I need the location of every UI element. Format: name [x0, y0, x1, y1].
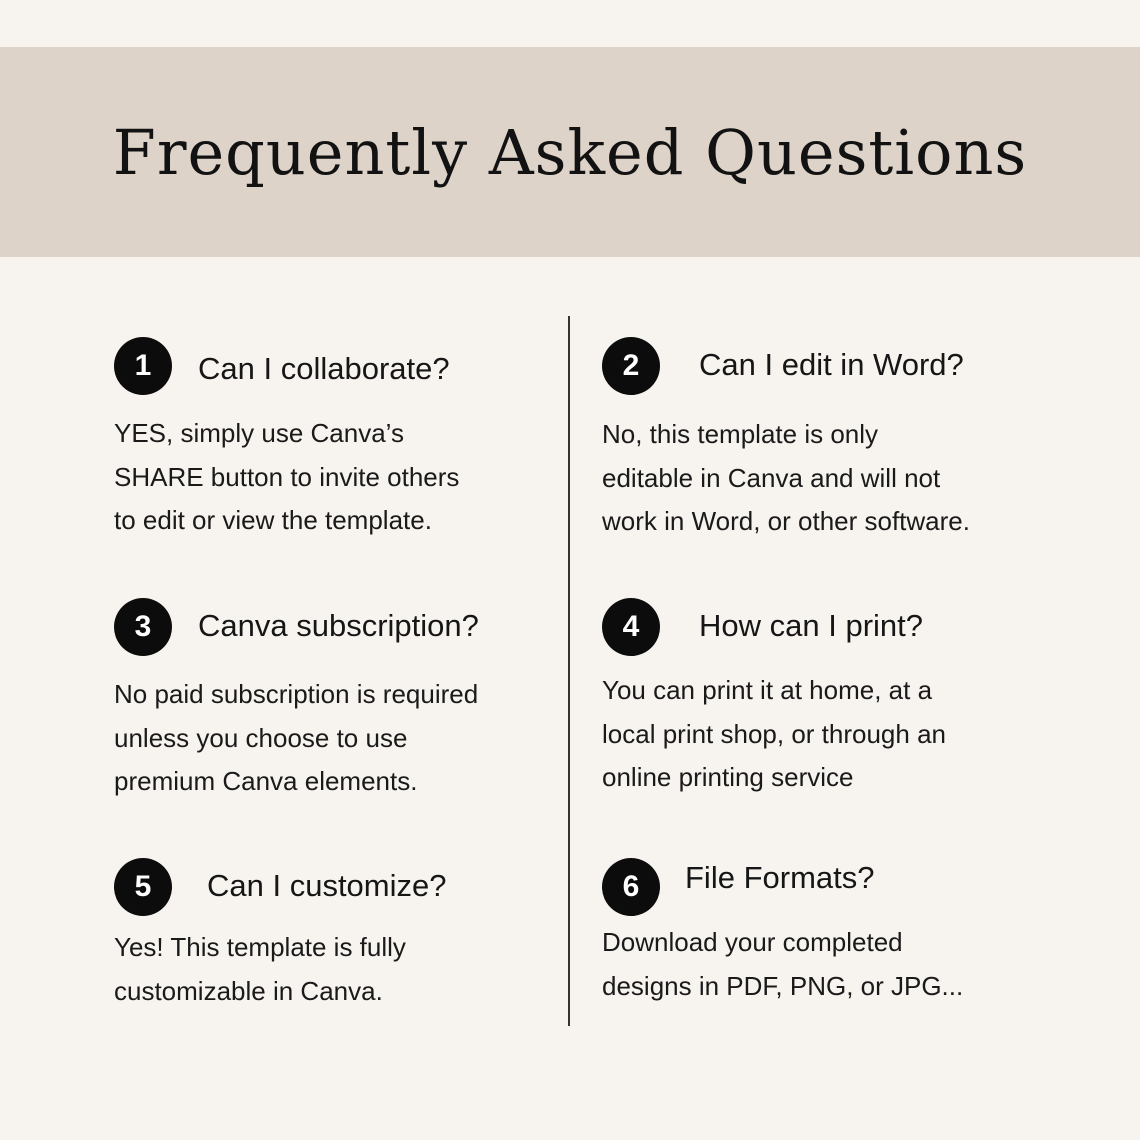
number-badge: 2 — [602, 337, 660, 395]
answer-line: editable in Canva and will not — [602, 462, 941, 493]
answer-line: customizable in Canva. — [114, 975, 383, 1006]
number-badge: 4 — [602, 598, 660, 656]
answer-line: No, this template is only — [602, 419, 879, 449]
column-divider — [568, 316, 570, 1026]
faq-answer — [114, 926, 406, 1013]
answer-line: No paid subscription is required — [114, 679, 479, 709]
answer-line: Download your completed — [602, 927, 903, 957]
faq-answer — [602, 413, 970, 544]
answer-line: unless you choose to use — [114, 722, 408, 753]
faq-answer — [602, 921, 963, 1008]
answer-line: to edit or view the template. — [114, 505, 432, 535]
number-badge: 6 — [602, 858, 660, 916]
answer-line: work in Word, or other software. — [602, 506, 970, 536]
answer-line: online printing service — [602, 762, 854, 792]
faq-answer — [114, 412, 459, 543]
faq-question: How can I print? — [699, 608, 923, 643]
answer-line: Yes! This template is fully — [114, 932, 406, 962]
page-title: Frequently Asked Questions — [112, 115, 1028, 189]
faq-question: Can I collaborate? — [198, 351, 450, 386]
faq-answer — [602, 669, 946, 800]
number-badge: 3 — [114, 598, 172, 656]
answer-line: designs in PDF, PNG, or JPG... — [602, 970, 964, 1001]
number-badge: 5 — [114, 858, 172, 916]
answer-line: local print shop, or through an — [602, 718, 946, 749]
faq-question: Canva subscription? — [198, 608, 479, 643]
faq-question: Can I edit in Word? — [699, 347, 964, 382]
faq-answer — [114, 673, 478, 804]
faq-question: File Formats? — [685, 860, 875, 895]
number-badge: 1 — [114, 337, 172, 395]
answer-line: You can print it at home, at a — [602, 675, 933, 705]
answer-line: SHARE button to invite others — [114, 461, 460, 492]
faq-question: Can I customize? — [207, 868, 447, 903]
answer-line: premium Canva elements. — [114, 766, 418, 796]
answer-line: YES, simply use Canva’s — [114, 418, 404, 448]
